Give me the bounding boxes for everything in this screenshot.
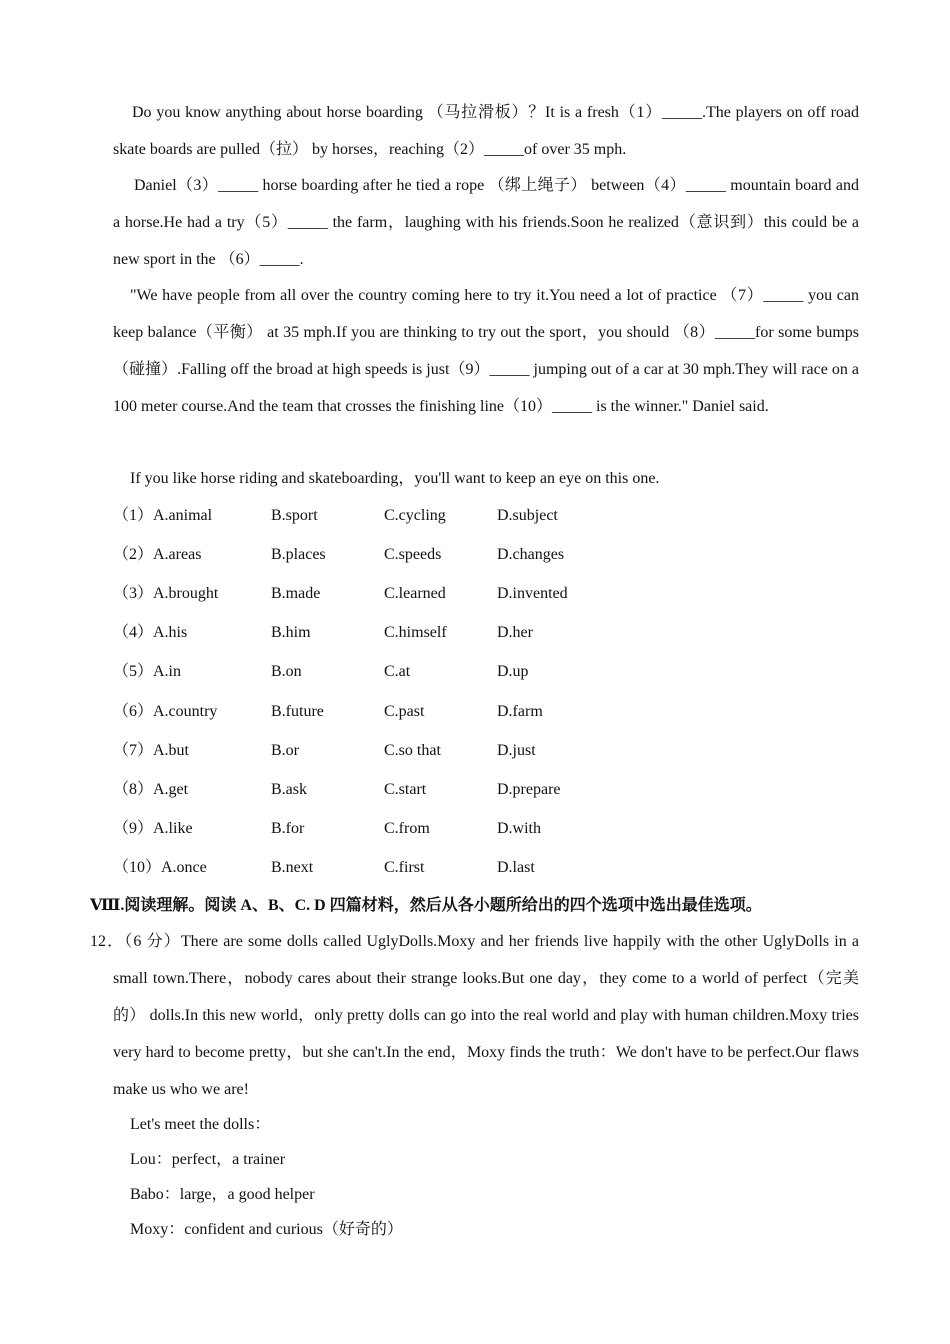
option-d: D.with [497, 820, 541, 837]
option-b: B.sport [271, 507, 318, 524]
option-c: C.first [384, 859, 425, 876]
passage-paragraph-3: "We have people from all over the country coming here to try it.You need a lot of practice （7）_____ you can keep balance（平衡） at 35 mph.If you are thinking to try out the sport，you should （8）_____for some bumps（碰撞）.Falling off the broad at high speeds is just（9）_____ jumping out of a car at 30 mph.They will race on a 100 meter course.And the team that crosses the finishing line（10）_____ is the winner." Daniel said. [113, 287, 859, 415]
option-c: C.speeds [384, 546, 442, 563]
option-c: C.past [384, 703, 425, 720]
option-d: D.subject [497, 507, 558, 524]
option-c: C.at [384, 663, 411, 680]
passage-paragraph-2: Daniel（3）_____ horse boarding after he tied a rope （绑上绳子） between（4）_____ mountain board and a horse.He had a try（5）_____ the farm，laughing with his friends.Soon he realized（意识到）this could be a new sport in the （6）_____. [113, 177, 859, 268]
section-heading: Ⅷ.阅读理解。阅读 A、B、C. D 四篇材料，然后从各小题所给出的四个选项中选出最佳选项。 [90, 897, 762, 914]
option-c: C.start [384, 781, 427, 798]
option-b: B.next [271, 859, 314, 876]
option-d: D.prepare [497, 781, 561, 798]
option-b: B.for [271, 820, 305, 837]
option-c: C.so that [384, 742, 441, 759]
option-d: D.her [497, 624, 533, 641]
option-a: （8）A.get [113, 781, 189, 798]
option-c: C.learned [384, 585, 446, 602]
option-a: （10）A.once [113, 859, 207, 876]
option-d: D.last [497, 859, 535, 876]
option-c: C.himself [384, 624, 447, 641]
option-a: （6）A.country [113, 703, 218, 720]
option-d: D.just [497, 742, 536, 759]
option-b: B.him [271, 624, 311, 641]
doll-moxy: Moxy：confident and curious（好奇的） [130, 1221, 403, 1238]
passage-paragraph-4: If you like horse riding and skateboarding，you'll want to keep an eye on this one. [130, 470, 660, 487]
option-b: B.on [271, 663, 302, 680]
option-a: （7）A.but [113, 742, 190, 759]
option-b: B.made [271, 585, 321, 602]
option-d: D.farm [497, 703, 543, 720]
option-a: （4）A.his [113, 624, 188, 641]
option-a: （9）A.like [113, 820, 193, 837]
option-b: B.future [271, 703, 324, 720]
option-b: B.places [271, 546, 326, 563]
dolls-intro: Let's meet the dolls： [130, 1116, 271, 1133]
option-b: B.or [271, 742, 299, 759]
option-b: B.ask [271, 781, 307, 798]
option-d: D.changes [497, 546, 565, 563]
option-d: D.invented [497, 585, 568, 602]
passage-paragraph-1: Do you know anything about horse boarding （马拉滑板）？It is a fresh（1）_____.The players on off road skate boards are pulled（拉） by horses，reaching（2）_____of over 35 mph. [113, 104, 859, 158]
option-d: D.up [497, 663, 529, 680]
option-a: （2）A.areas [113, 546, 202, 563]
question-12-text: 12．（6 分）There are some dolls called UglyDolls.Moxy and her friends live happily with the other UglyDolls in a small town.There，nobody cares about their strange looks.But one day，they come to a world of perfect（完美的） dolls.In this new world，only pretty dolls can go into the real world and play with human children.Moxy tries very hard to become pretty，but she can't.In the end，Moxy finds the truth：We don't have to be perfect.Our flaws make us who we are! [90, 933, 859, 1098]
option-a: （3）A.brought [113, 585, 219, 602]
option-c: C.from [384, 820, 430, 837]
doll-lou: Lou：perfect，a trainer [130, 1151, 286, 1168]
option-a: （5）A.in [113, 663, 182, 680]
option-c: C.cycling [384, 507, 446, 524]
option-a: （1）A.animal [113, 507, 213, 524]
doll-babo: Babo：large，a good helper [130, 1186, 315, 1203]
